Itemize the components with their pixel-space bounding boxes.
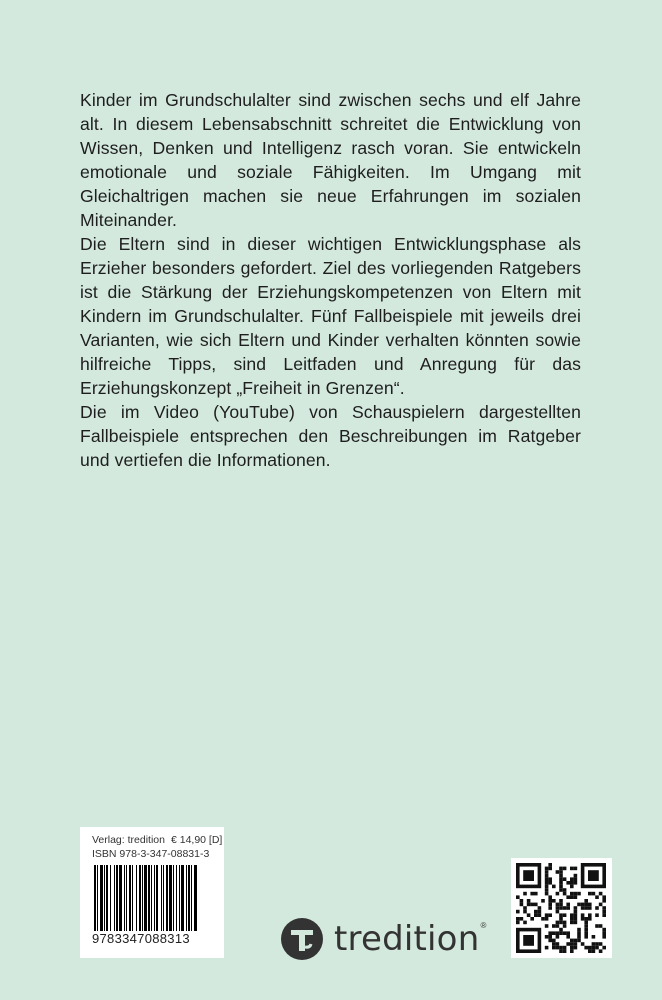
qr-code-icon [511,858,612,958]
registered-mark: ® [480,921,487,930]
isbn-label: ISBN 978-3-347-08831-3 [92,848,210,860]
blurb-paragraph-1: Kinder im Grundschulalter sind zwischen sechs und elf Jahre alt. In diesem Lebensabschnitt schreitet die Entwicklung von Wissen, Denken und Intelligenz rasch voran. Sie entwickeln emotionale und soziale Fähigkeiten. Im Umgang mit Gleichaltrigen machen sie neue Erfahrungen im sozialen Miteinander. [80,90,581,230]
tredition-logo-icon [280,917,324,961]
barcode-bars [92,865,216,931]
publisher-label: Verlag: tredition [92,834,165,846]
isbn-barcode-box [80,827,224,958]
blurb-paragraph-3: Die im Video (YouTube) von Schauspielern dargestellten Fallbeispiele entsprechen den Beschreibungen im Ratgeber und vertiefen die Informationen. [80,402,581,470]
barcode-number: 9783347088313 [92,931,190,946]
qr-code [511,858,612,958]
price-label: € 14,90 [D] [170,834,223,846]
back-cover-blurb [80,88,581,472]
logo-wordmark: tredition [334,919,480,959]
publisher-logo [280,917,486,961]
publisher-price-line [92,833,223,847]
blurb-paragraph-2: Die Eltern sind in dieser wichtigen Entwicklungsphase als Erzieher besonders gefordert. Ziel des vorliegenden Ratgebers ist die Stärkung der Erziehungskompetenzen von Eltern mit Kindern im Grundschulalter. Fünf Fallbeispiele mit jeweils drei Varianten, wie sich Eltern und Kinder verhalten könnten sowie hilfreiche Tipps, sind Leitfaden und Anregung für das Erziehungskonzept „Freiheit in Grenzen“. [80,234,581,398]
